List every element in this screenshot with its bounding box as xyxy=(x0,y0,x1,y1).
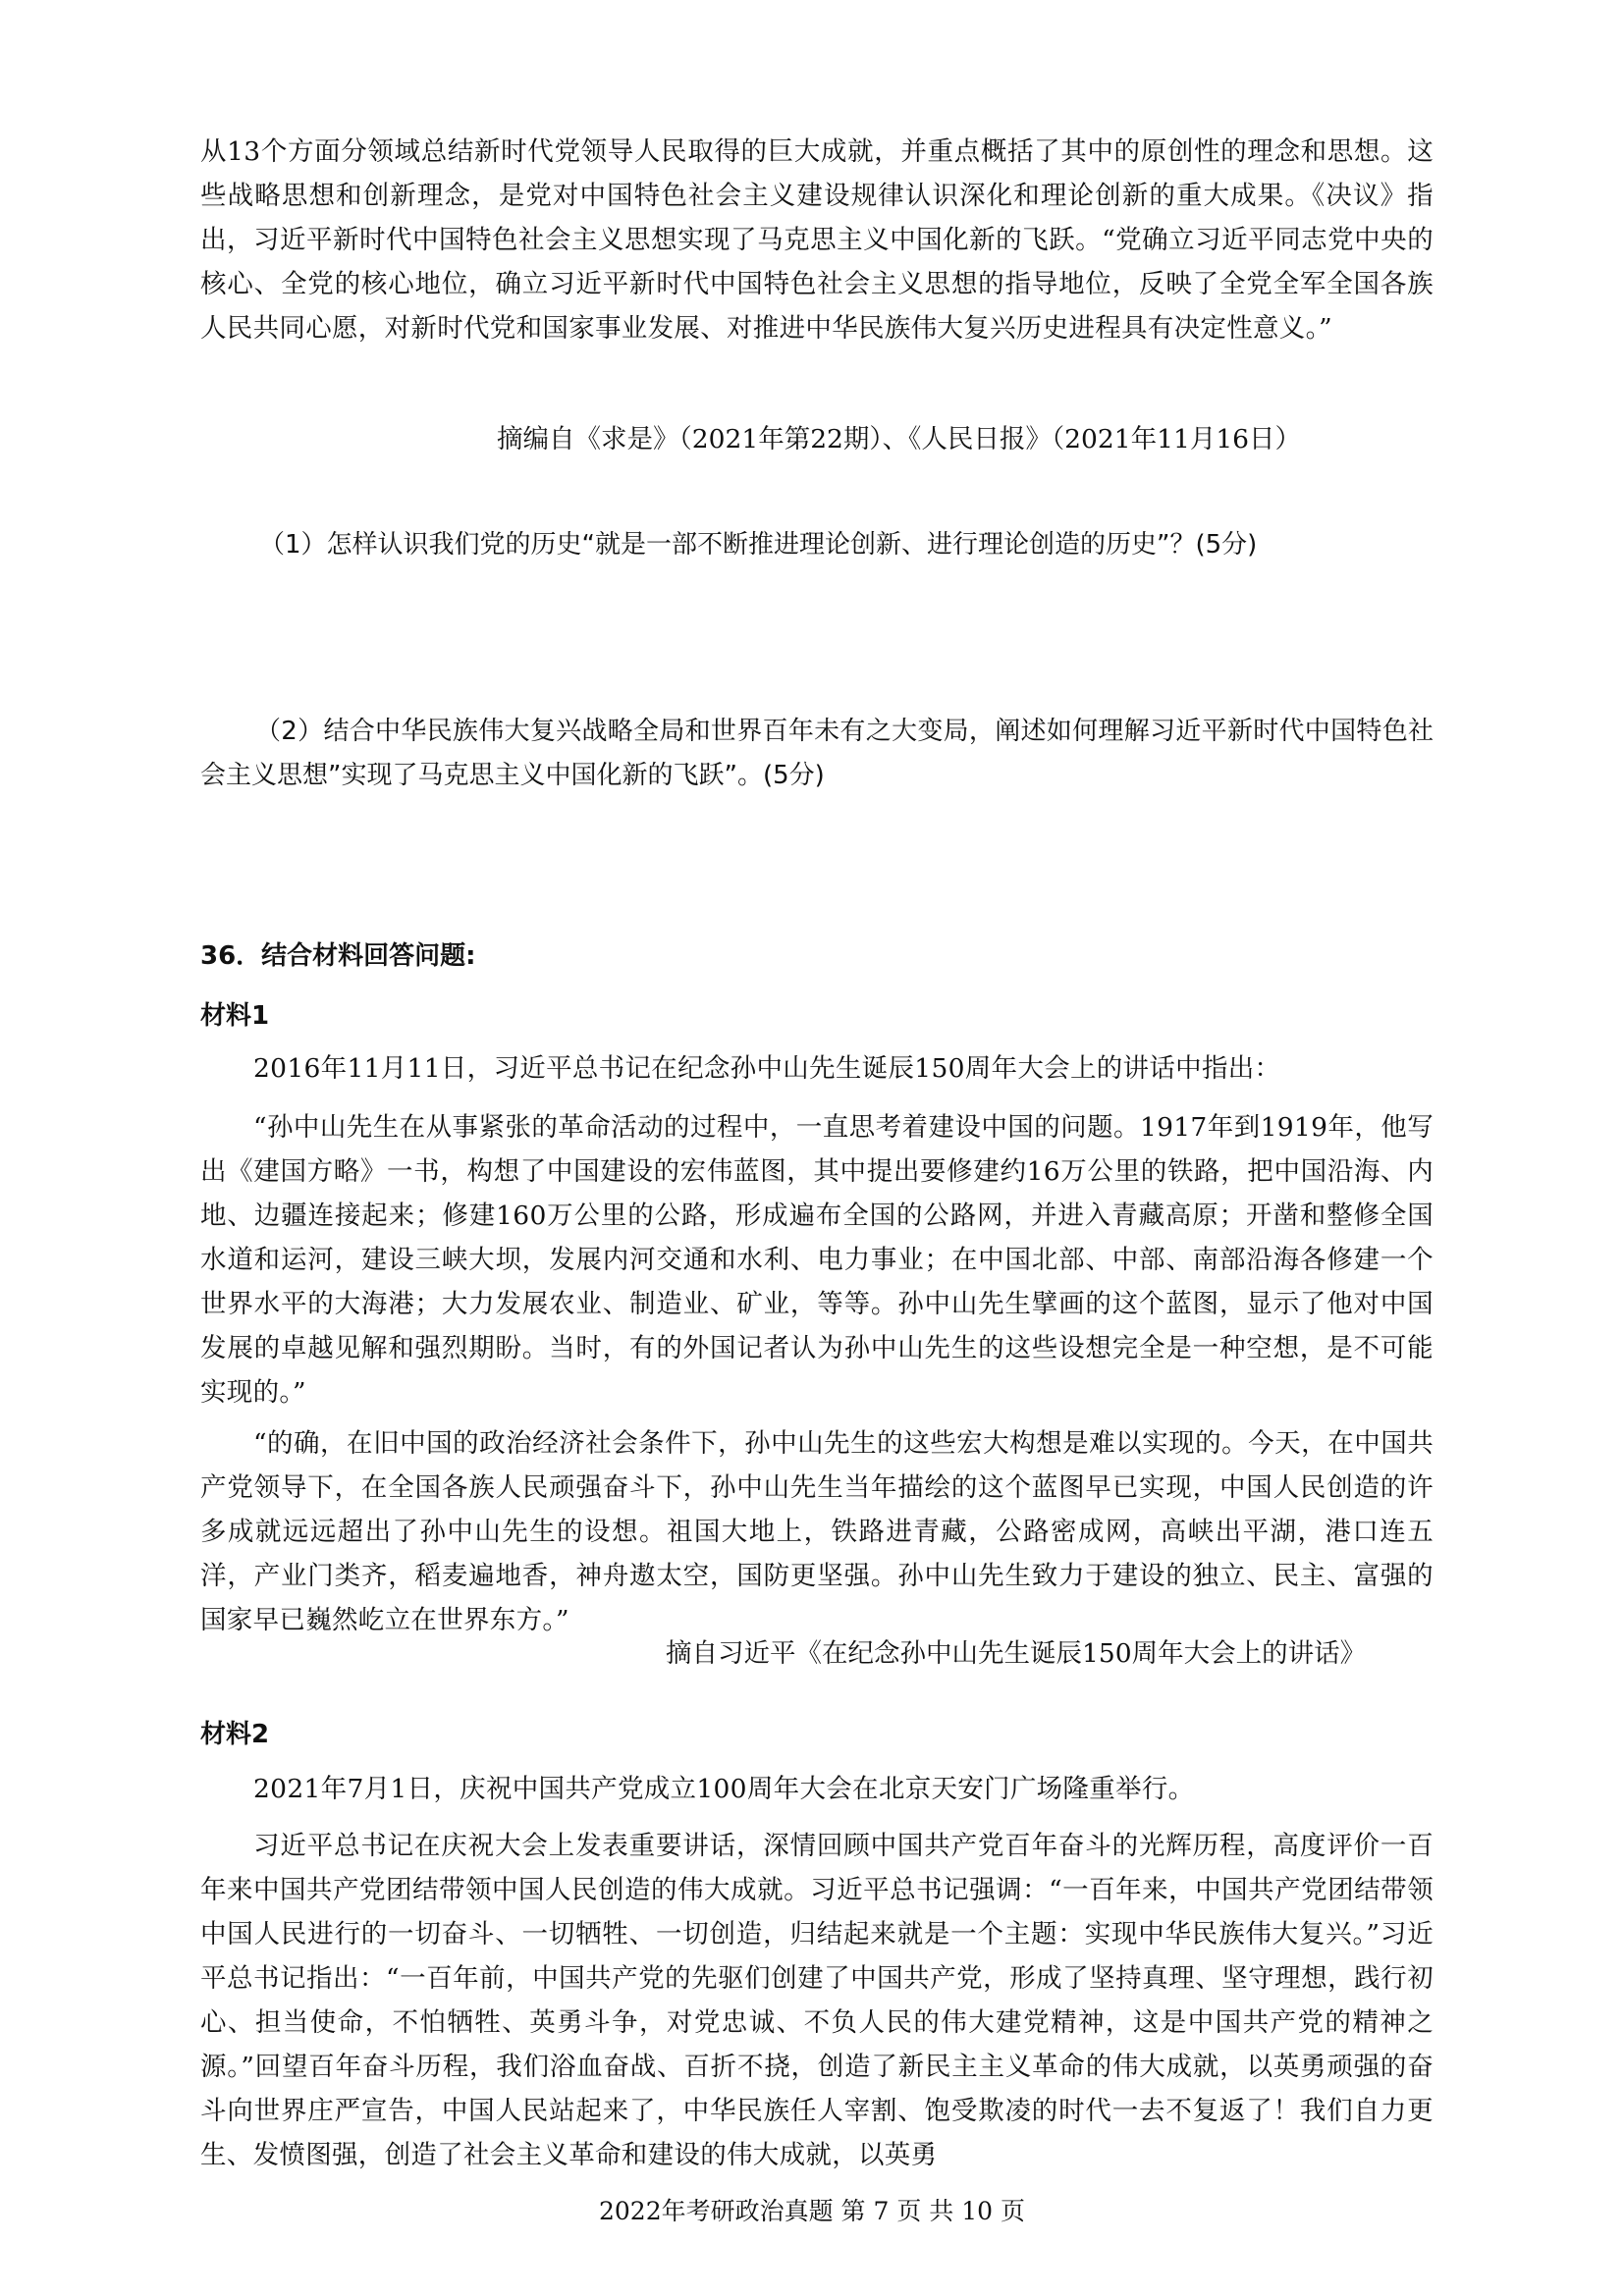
question-35-1-text: （1）怎样认识我们党的历史“就是一部不断推进理论创新、进行理论创造的历史”？(5分) xyxy=(259,530,1258,560)
material-1-quote-1-wrap xyxy=(200,1105,1434,1415)
material-1-intro: 2016年11月11日，习近平总书记在纪念孙中山先生诞辰150周年大会上的讲话中指出： xyxy=(253,1053,1281,1084)
material-1-label: 材料1 xyxy=(200,1001,270,1031)
question-35-2-text: （2）结合中华民族伟大复兴战略全局和世界百年未有之大变局，阐述如何理解习近平新时代中国特色社会主义思想”实现了马克思主义中国化新的飞跃”。(5分) xyxy=(200,717,1434,790)
page-footer: 2022年考研政治真题 第 7 页 共 10 页 xyxy=(598,2197,1026,2225)
material-2-body: 习近平总书记在庆祝大会上发表重要讲话，深情回顾中国共产党百年奋斗的光辉历程，高度评价一百年来中国共产党团结带领中国人民创造的伟大成就。习近平总书记强调：“一百年来，中国共产党团结带领中国人民进行的一切奋斗、一切牺牲、一切创造，归结起来就是一个主题：实现中华民族伟大复兴。”习近平总书记指出：“一百年前，中国共产党的先驱们创建了中国共产党，形成了坚持真理、坚守理想，践行初心、担当使命，不怕牺牲、英勇斗争，对党忠诚、不负人民的伟大建党精神，这是中国共产党的精神之源。”回望百年奋斗历程，我们浴血奋战、百折不挠，创造了新民主主义革命的伟大成就，以英勇顽强的奋斗向世界庄严宣告，中国人民站起来了，中华民族任人宰割、饱受欺凌的时代一去不复返了！我们自力更生、发愤图强，创造了社会主义革命和建设的伟大成就，以英勇 xyxy=(200,1831,1434,2170)
intro-paragraph: 从13个方面分领域总结新时代党领导人民取得的巨大成就，并重点概括了其中的原创性的理念和思想。这些战略思想和创新理念，是党对中国特色社会主义建设规律认识深化和理论创新的重大成果。《决议》指出，习近平新时代中国特色社会主义思想实现了马克思主义中国化新的飞跃。“党确立习近平同志党中央的核心、全党的核心地位，确立习近平新时代中国特色社会主义思想的指导地位，反映了全党全军全国各族人民共同心愿，对新时代党和国家事业发展、对推进中华民族伟大复兴历史进程具有决定性意义。” xyxy=(200,136,1434,344)
material-2-intro-wrap xyxy=(200,1767,1434,1811)
material-1-body xyxy=(200,1046,1434,1091)
question-36-title: 36．结合材料回答问题: xyxy=(200,941,476,971)
question-35-2 xyxy=(200,710,1434,798)
intro-section xyxy=(200,130,1434,350)
material-2-label: 材料2 xyxy=(200,1720,270,1749)
material-2-body-wrap xyxy=(200,1824,1434,2177)
material-1-quote-2-wrap xyxy=(200,1421,1434,1642)
material-1-source: 摘自习近平《在纪念孙中山先生诞辰150周年大会上的讲话》 xyxy=(666,1638,1367,1669)
material-2-intro: 2021年7月1日，庆祝中国共产党成立100周年大会在北京天安门广场隆重举行。 xyxy=(253,1774,1195,1804)
intro-source: 摘编自《求是》（2021年第22期）、《人民日报》（2021年11月16日） xyxy=(497,424,1302,454)
material-1-quote-1: “孙中山先生在从事紧张的革命活动的过程中，一直思考着建设中国的问题。1917年到1919年，他写出《建国方略》一书，构想了中国建设的宏伟蓝图，其中提出要修建约16万公里的铁路，把中国沿海、内地、边疆连接起来；修建160万公里的公路，形成遍布全国的公路网，并进入青藏高原；开凿和整修全国水道和运河，建设三峡大坝，发展内河交通和水利、电力事业；在中国北部、中部、南部沿海各修建一个世界水平的大海港；大力发展农业、制造业、矿业，等等。孙中山先生擘画的这个蓝图，显示了他对中国发展的卓越见解和强烈期盼。当时，有的外国记者认为孙中山先生的这些设想完全是一种空想，是不可能实现的。” xyxy=(200,1112,1434,1408)
material-1-quote-2: “的确，在旧中国的政治经济社会条件下，孙中山先生的这些宏大构想是难以实现的。今天，在中国共产党领导下，在全国各族人民顽强奋斗下，孙中山先生当年描绘的这个蓝图早已实现，中国人民创造的许多成就远远超出了孙中山先生的设想。祖国大地上，铁路进青藏，公路密成网，高峡出平湖，港口连五洋，产业门类齐，稻麦遍地香，神舟遨太空，国防更坚强。孙中山先生致力于建设的独立、民主、富强的国家早已巍然屹立在世界东方。” xyxy=(200,1428,1434,1635)
question-35-1 xyxy=(259,523,1434,567)
